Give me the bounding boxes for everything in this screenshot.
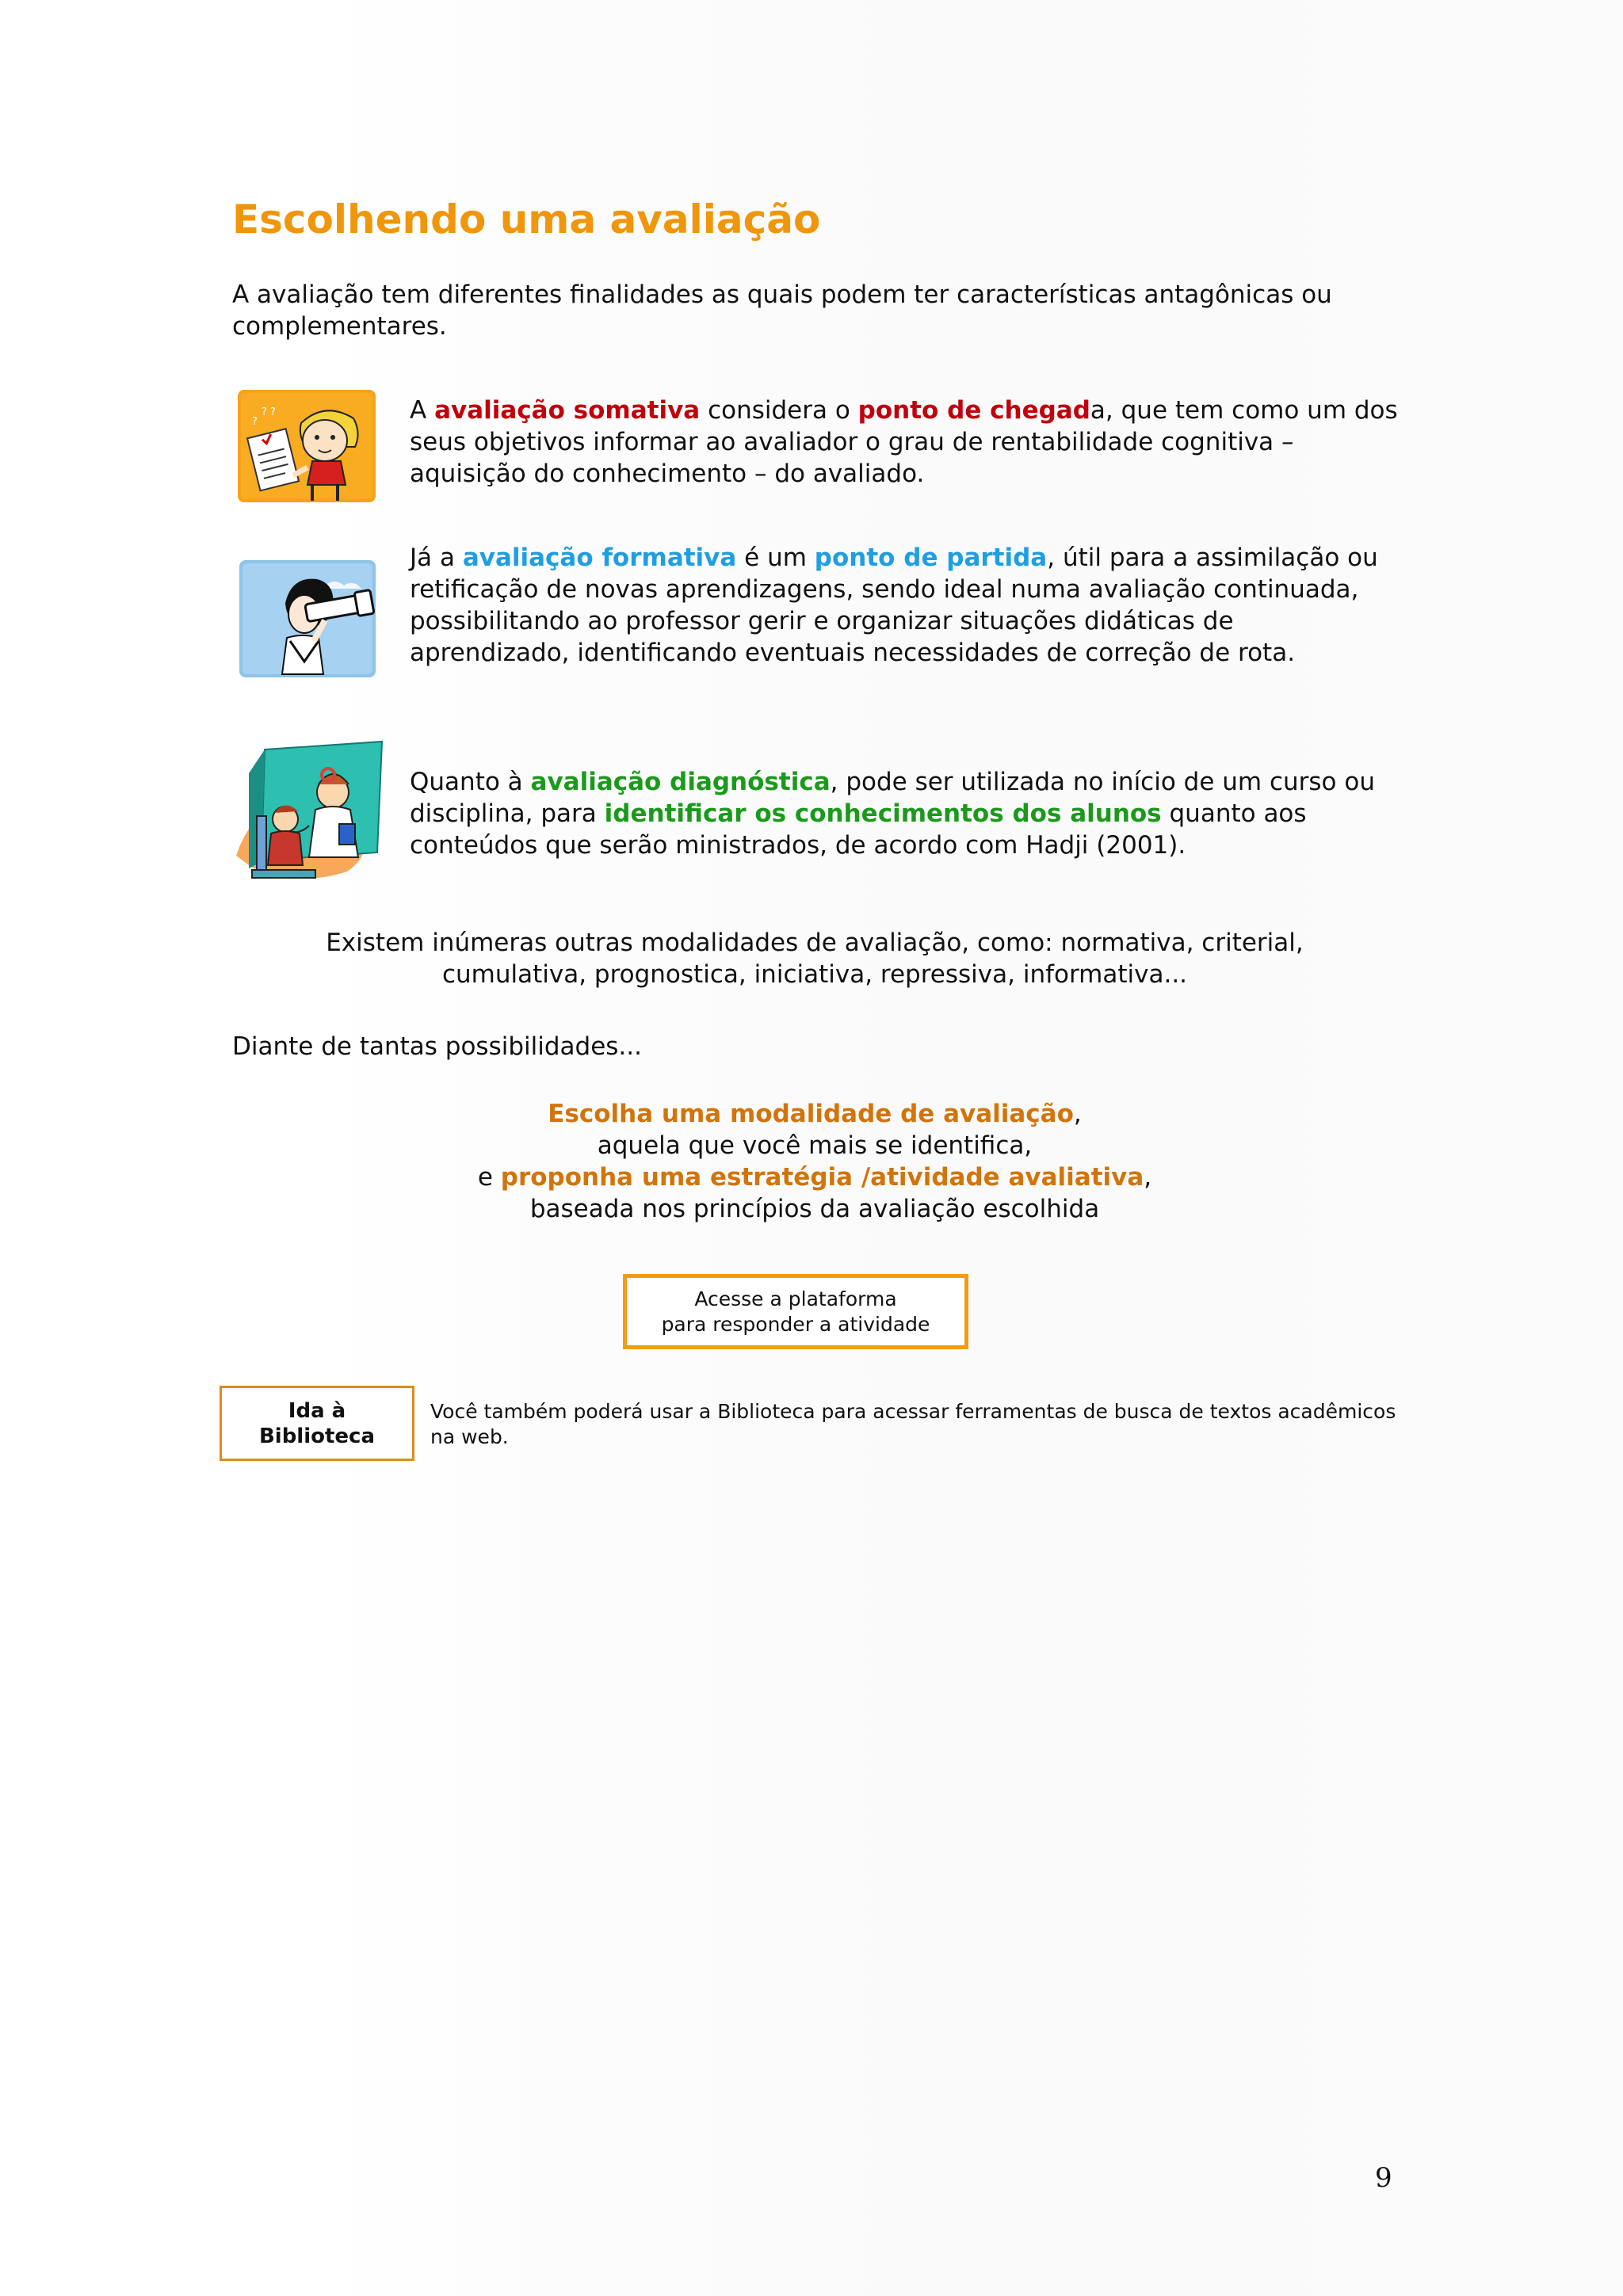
diagnostica-term: avaliação diagnóstica [530, 768, 831, 796]
intro-paragraph: A avaliação tem diferentes finalidades as quais podem ter características antagônicas ou complementares. [232, 280, 1332, 341]
other-modalities-line-2: cumulativa, prognostica, iniciativa, repressiva, informativa... [441, 960, 1188, 989]
call-line-4: baseada nos princípios da avaliação escolhida [529, 1195, 1100, 1223]
call-propose-strategy: proponha uma estratégia /atividade avaliativa [500, 1163, 1144, 1192]
person-with-telescope-icon [238, 559, 377, 679]
formativa-highlight: ponto de partida [814, 543, 1048, 572]
library-description: Você também poderá usar a Biblioteca para acessar ferramentas de busca de textos acadêmicos na web. [430, 1400, 1396, 1448]
call-to-action [232, 1098, 1397, 1225]
formativa-paragraph [410, 542, 1400, 669]
diagnostica-mid: , pode ser utilizada no início de um curso ou disciplina, para [410, 768, 1375, 828]
somativa-paragraph [410, 395, 1400, 490]
call-choose-modality: Escolha uma modalidade de avaliação [548, 1100, 1074, 1128]
access-button-line-1: Acesse a plataforma [694, 1287, 897, 1310]
call-prefix-e: e [477, 1163, 501, 1192]
library-button[interactable] [220, 1386, 414, 1461]
somativa-term: avaliação somativa [434, 396, 701, 425]
doctor-examining-patient-icon [230, 737, 387, 887]
library-button-line-1: Ida à [288, 1398, 346, 1423]
access-button-line-2: para responder a atividade [661, 1312, 930, 1336]
somativa-pre: A [410, 396, 435, 425]
somativa-highlight: ponto de chegad [857, 396, 1090, 425]
formativa-pre: Já a [410, 543, 463, 572]
diagnostica-highlight: identificar os conhecimentos dos alunos [604, 799, 1162, 828]
call-line-2: aquela que você mais se identifica, [597, 1131, 1033, 1160]
somativa-mid: considera o [700, 396, 858, 425]
woman-holding-checklist-icon [236, 388, 377, 504]
svg-text:? ?: ? ? [262, 406, 276, 418]
somativa-post: a, que tem como um dos seus objetivos informar ao avaliador o grau de rentabilidade cognitiva – aquisição do conhecimento – do avaliado. [410, 396, 1398, 488]
call-line-1 [232, 1098, 1397, 1130]
page-number: 9 [1375, 2162, 1392, 2194]
call-comma-1: , [1073, 1100, 1082, 1128]
call-comma-3: , [1144, 1163, 1152, 1192]
diante-text: Diante de tantas possibilidades... [232, 1032, 642, 1061]
diagnostica-post: quanto aos conteúdos que serão ministrados, de acordo com Hadji (2001). [410, 799, 1307, 860]
svg-text:?: ? [252, 416, 258, 428]
diagnostica-pre: Quanto à [410, 768, 531, 796]
formativa-term: avaliação formativa [462, 543, 737, 572]
library-button-line-2: Biblioteca [258, 1424, 376, 1448]
access-platform-button[interactable] [623, 1274, 968, 1349]
other-modalities [232, 927, 1397, 990]
formativa-post: , útil para a assimilação ou retificação de novas aprendizagens, sendo ideal numa avaliação continuada, possibilitando ao professor gerir e organizar situações didáticas de aprendizado, identificando eventuais necessidades de correção de rota. [410, 543, 1378, 667]
diagnostica-paragraph [410, 766, 1400, 861]
call-line-3 [232, 1161, 1397, 1193]
other-modalities-line-1: Existem inúmeras outras modalidades de avaliação, como: normativa, criterial, [326, 929, 1304, 957]
formativa-mid: é um [736, 543, 815, 572]
page-title: Escolhendo uma avaliação [232, 196, 821, 242]
